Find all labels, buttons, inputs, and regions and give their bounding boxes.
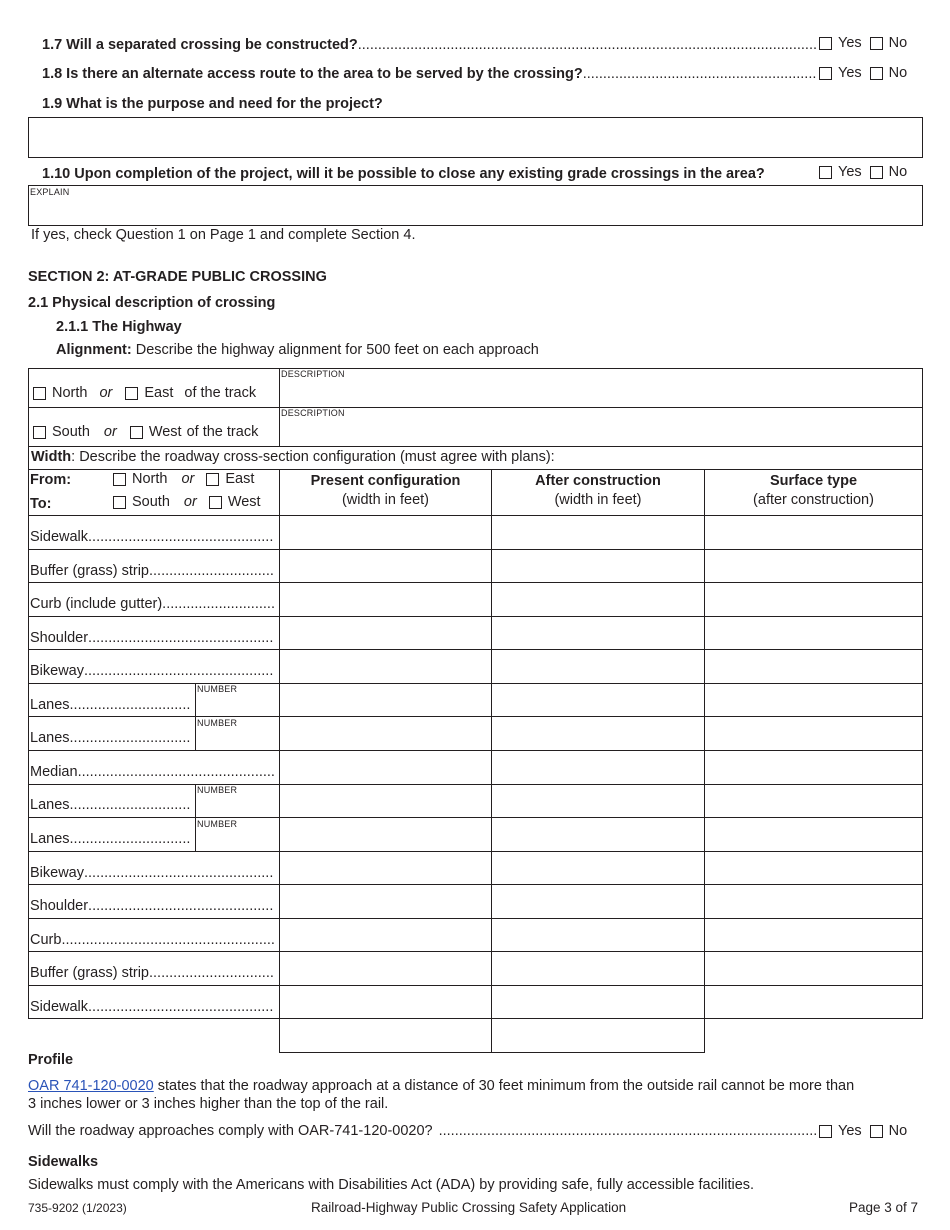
profile-text: [28, 1077, 923, 1113]
footer-page: Page 3 of 7: [849, 1200, 919, 1215]
yes-checkbox[interactable]: [819, 37, 832, 50]
col-present-header: [280, 473, 491, 508]
row-label: Bikeway .....: [30, 865, 274, 881]
if-yes-note: If yes, check Question 1 on Page 1 and complete Section 4.: [31, 227, 416, 243]
profile-title: Profile: [28, 1052, 74, 1068]
profile-question-options: [819, 1123, 907, 1139]
no-label: No: [888, 35, 908, 51]
number-label: NUMBER: [197, 785, 238, 795]
col-surface-sub: (after construction): [753, 492, 874, 508]
no-label: No: [888, 65, 908, 81]
of-the-track-label: of the track: [186, 424, 259, 440]
yes-label: Yes: [838, 164, 862, 180]
yes-checkbox[interactable]: [819, 166, 832, 179]
to-label: To:: [30, 496, 52, 512]
width-bold: Width: [31, 449, 72, 465]
no-checkbox[interactable]: [870, 37, 883, 50]
row-label: Curb .....: [30, 932, 274, 948]
description-label: DESCRIPTION: [281, 369, 345, 379]
footer-form-id: 735-9202 (1/2023): [28, 1201, 127, 1215]
of-the-track-label: of the track: [184, 385, 257, 401]
west-label: West: [148, 424, 182, 440]
col-after-sub: (width in feet): [554, 492, 642, 508]
section-2-title: SECTION 2: AT-GRADE PUBLIC CROSSING: [28, 269, 327, 285]
row-label: Sidewalk .....: [30, 529, 274, 545]
alignment-instruction: [56, 342, 539, 358]
yes-label: Yes: [838, 65, 862, 81]
from-north-label: North: [132, 471, 168, 487]
no-checkbox[interactable]: [870, 1125, 883, 1138]
row-label: Sidewalk .....: [30, 999, 274, 1015]
question-1-7-label: 1.7 Will a separated crossing be constructed?: [42, 37, 358, 53]
from-north-checkbox[interactable]: [113, 473, 126, 486]
sidewalks-text: Sidewalks must comply with the Americans with Disabilities Act (ADA) by providing safe, fully accessible facilities.: [28, 1177, 755, 1193]
from-east-label: East: [225, 471, 255, 487]
description-label: DESCRIPTION: [281, 408, 345, 418]
col-present-title: Present configuration: [310, 473, 461, 489]
explain-field[interactable]: [28, 185, 923, 226]
or-label: or: [99, 385, 113, 401]
yes-checkbox[interactable]: [819, 1125, 832, 1138]
question-1-10-label: 1.10 Upon completion of the project, will it be possible to close any existing grade crossings in the area?: [42, 166, 765, 182]
question-1-10-options: [819, 164, 907, 180]
alignment-row-south-west: [33, 424, 258, 440]
or-label: or: [181, 471, 195, 487]
col-after-title: After construction: [535, 473, 661, 489]
profile-question-label: Will the roadway approaches comply with OAR-741-120-0020?: [28, 1123, 433, 1139]
south-checkbox[interactable]: [33, 426, 46, 439]
question-1-8: [42, 66, 817, 82]
width-instruction-row: [28, 446, 923, 470]
to-west-label: West: [227, 494, 261, 510]
to-west-checkbox[interactable]: [209, 496, 222, 509]
question-1-8-options: [819, 65, 907, 81]
question-1-8-label: 1.8 Is there an alternate access route to the area to be served by the crossing?: [42, 66, 583, 82]
east-label: East: [144, 385, 174, 401]
col-present-sub: (width in feet): [341, 492, 430, 508]
row-label: Lanes .....: [30, 831, 191, 847]
subsection-2-1-title: 2.1 Physical description of crossing: [28, 295, 276, 311]
south-label: South: [52, 424, 90, 440]
or-label: or: [183, 494, 197, 510]
row-label: Shoulder .....: [30, 630, 274, 646]
to-options: [113, 494, 261, 510]
row-label: Buffer (grass) strip .....: [30, 965, 274, 981]
no-checkbox[interactable]: [870, 67, 883, 80]
row-label: Lanes .....: [30, 697, 191, 713]
from-options: [113, 471, 254, 487]
south-west-description-field[interactable]: [280, 420, 922, 446]
row-label: Lanes .....: [30, 797, 191, 813]
question-1-7-options: [819, 35, 907, 51]
number-label: NUMBER: [197, 684, 238, 694]
sidewalks-title: Sidewalks: [28, 1154, 99, 1170]
no-label: No: [888, 164, 908, 180]
profile-text-1: states that the roadway approach at a distance of 30 feet minimum from the outside rail cannot be more than: [153, 1078, 855, 1094]
row-label: Median .....: [30, 764, 274, 780]
row-label: Curb (include gutter) .....: [30, 596, 274, 612]
from-east-checkbox[interactable]: [206, 473, 219, 486]
profile-text-2: 3 inches lower or 3 inches higher than the top of the rail.: [28, 1096, 389, 1112]
row-label: Bikeway .....: [30, 663, 274, 679]
to-south-checkbox[interactable]: [113, 496, 126, 509]
to-south-label: South: [132, 494, 170, 510]
subsection-2-1-1-title: 2.1.1 The Highway: [56, 319, 182, 335]
alignment-row-north-east: [33, 385, 256, 401]
north-checkbox[interactable]: [33, 387, 46, 400]
no-label: No: [888, 1123, 908, 1139]
question-1-9-label: 1.9 What is the purpose and need for the project?: [42, 96, 383, 112]
north-east-description-field[interactable]: [280, 381, 922, 406]
north-label: North: [52, 385, 88, 401]
number-label: NUMBER: [197, 718, 238, 728]
footer-title: Railroad-Highway Public Crossing Safety Application: [311, 1200, 627, 1215]
or-label: or: [103, 424, 117, 440]
east-checkbox[interactable]: [125, 387, 138, 400]
col-surface-title: Surface type: [769, 473, 858, 489]
col-surface-header: [705, 473, 922, 508]
row-label: Buffer (grass) strip .....: [30, 563, 274, 579]
alignment-bold: Alignment:: [56, 342, 132, 358]
question-1-7: [42, 37, 817, 53]
explain-label: EXPLAIN: [30, 187, 70, 197]
yes-checkbox[interactable]: [819, 67, 832, 80]
row-label: Lanes .....: [30, 730, 191, 746]
width-text: : Describe the roadway cross-section configuration (must agree with plans):: [71, 449, 555, 465]
yes-label: Yes: [838, 35, 862, 51]
number-label: NUMBER: [197, 819, 238, 829]
yes-label: Yes: [838, 1123, 862, 1139]
no-checkbox[interactable]: [870, 166, 883, 179]
col-after-header: [492, 473, 704, 508]
oar-link[interactable]: OAR 741-120-0020: [28, 1078, 154, 1094]
profile-question: [28, 1123, 817, 1139]
west-checkbox[interactable]: [130, 426, 143, 439]
row-label: Shoulder .....: [30, 898, 274, 914]
from-label: From:: [30, 472, 72, 488]
purpose-need-field[interactable]: [28, 117, 923, 158]
alignment-text: Describe the highway alignment for 500 feet on each approach: [131, 342, 539, 358]
